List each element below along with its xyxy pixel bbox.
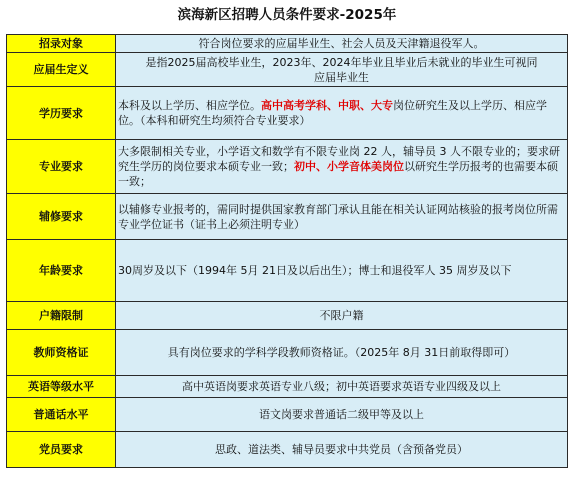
row-value-line: 是指2025届高校毕业生，2023年、2024年毕业且毕业后未就业的毕业生可视同: [145, 55, 538, 69]
table-row: [7, 330, 568, 376]
row-label: 应届生定义: [7, 53, 116, 87]
page-title: 滨海新区招聘人员条件要求-2025年: [177, 7, 397, 23]
row-label: 教师资格证: [7, 330, 116, 376]
row-label: 辅修要求: [7, 194, 116, 240]
row-value-text: 岗位研究生及以上学历、相应学位。（本科和研究生均须符合专业要求）: [118, 99, 547, 127]
table-row: [7, 53, 568, 87]
row-label: 学历要求: [7, 87, 116, 140]
row-label: 招录对象: [7, 35, 116, 53]
row-label: 专业要求: [7, 140, 116, 194]
table-row: [7, 35, 568, 53]
row-label: 英语等级水平: [7, 376, 116, 398]
row-value: 符合岗位要求的应届毕业生、社会人员及天津籍退役军人。: [116, 35, 568, 53]
row-value: 具有岗位要求的学科学段教师资格证。（2025年 8月 31日前取得即可）: [116, 330, 568, 376]
row-value: [116, 87, 568, 140]
row-value-text: 本科及以上学历、相应学位。: [118, 99, 261, 112]
row-value: 高中英语岗要求英语专业八级；初中英语要求英语专业四级及以上: [116, 376, 568, 398]
highlight-text: 初中、小学音体美岗位: [294, 160, 404, 173]
row-value: 以辅修专业报考的，需同时提供国家教育部门承认且能在相关认证网站核验的报考岗位所需专业学位证书（证书上必须注明专业）: [116, 194, 568, 240]
highlight-text: 高中高考学科、中职、大专: [261, 99, 393, 112]
table-row: [7, 240, 568, 302]
table-row: [7, 302, 568, 330]
table-row: [7, 140, 568, 194]
table-row: [7, 432, 568, 468]
row-value: [116, 140, 568, 194]
row-label: 普通话水平: [7, 398, 116, 432]
row-value: 30周岁及以下（1994年 5月 21日及以后出生）；博士和退役军人 35 周岁及以下: [116, 240, 568, 302]
row-value: [116, 53, 568, 87]
row-label: 年龄要求: [7, 240, 116, 302]
requirements-table: [6, 34, 568, 468]
table-row: [7, 376, 568, 398]
row-label: 户籍限制: [7, 302, 116, 330]
row-value-text: 大多限制相关专业，小学语文和数学有不限专业岗 22 人，辅导员 3 人不限专业的；要求研究生学历的岗位要求本硕专业一致；: [118, 145, 560, 173]
row-value: 不限户籍: [116, 302, 568, 330]
row-label: 党员要求: [7, 432, 116, 468]
row-value: 思政、道法类、辅导员要求中共党员（含预备党员）: [116, 432, 568, 468]
row-value: 语文岗要求普通话二级甲等及以上: [116, 398, 568, 432]
table-row: [7, 398, 568, 432]
row-value-text: 以研究生学历报考的也需要本硕一致；: [118, 160, 558, 188]
table-row: [7, 194, 568, 240]
row-value-line: 应届毕业生: [314, 70, 369, 84]
table-row: [7, 87, 568, 140]
